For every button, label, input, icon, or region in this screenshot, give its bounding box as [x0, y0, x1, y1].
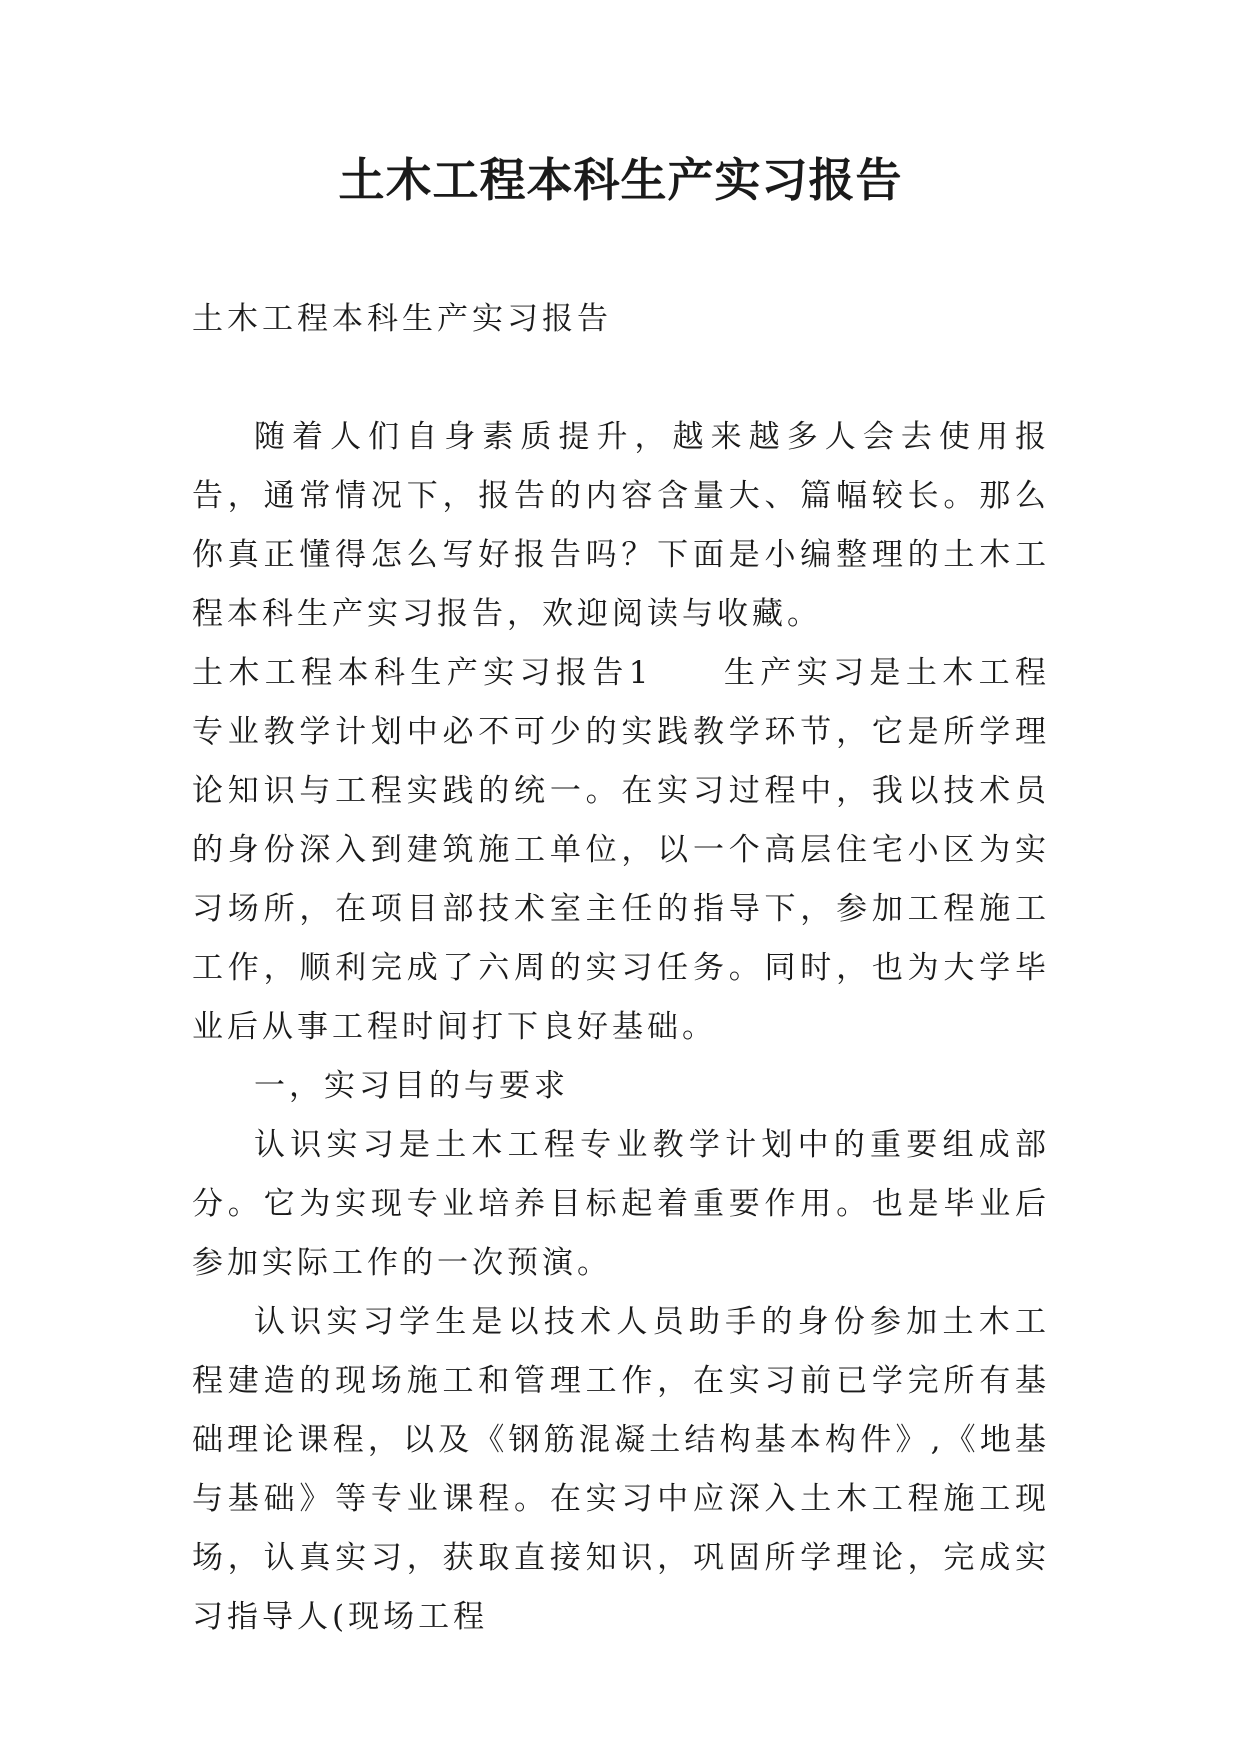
document-subtitle: 土木工程本科生产实习报告: [192, 301, 612, 337]
document-title: 土木工程本科生产实习报告: [338, 153, 903, 207]
section-1-body: 生产实习是土木工程专业教学计划中必不可少的实践教学环节，它是所学理论知识与工程实践的统一。在实习过程中，我以技术员的身份深入到建筑施工单位，以一个高层住宅小区为实习场所，在项目部技术室主任的指导下，参加工程施工工作，顺利完成了六周的实习任务。同时，也为大学毕业后从事工程时间打下良好基础。: [192, 655, 1050, 1045]
section-1-paragraph: [192, 644, 1050, 1057]
purpose-paragraph: 认识实习是土木工程专业教学计划中的重要组成部分。它为实现专业培养目标起着重要作用。也是毕业后参加实际工作的一次预演。: [192, 1127, 1050, 1281]
heading-purpose-requirements: 一，实习目的与要求: [254, 1068, 569, 1104]
intro-paragraph: 随着人们自身素质提升，越来越多人会去使用报告，通常情况下，报告的内容含量大、篇幅较长。那么你真正懂得怎么写好报告吗？下面是小编整理的土木工程本科生产实习报告，欢迎阅读与收藏。: [192, 419, 1050, 632]
document-body: [192, 290, 1050, 1647]
students-paragraph: 认识实习学生是以技术人员助手的身份参加土木工程建造的现场施工和管理工作，在实习前已学完所有基础理论课程，以及《钢筋混凝土结构基本构件》,《地基与基础》等专业课程。在实习中应深入土木工程施工现场，认真实习，获取直接知识，巩固所学理论，完成实习指导人(现场工程: [192, 1304, 1050, 1635]
section-1-heading: 土木工程本科生产实习报告1: [192, 655, 653, 691]
